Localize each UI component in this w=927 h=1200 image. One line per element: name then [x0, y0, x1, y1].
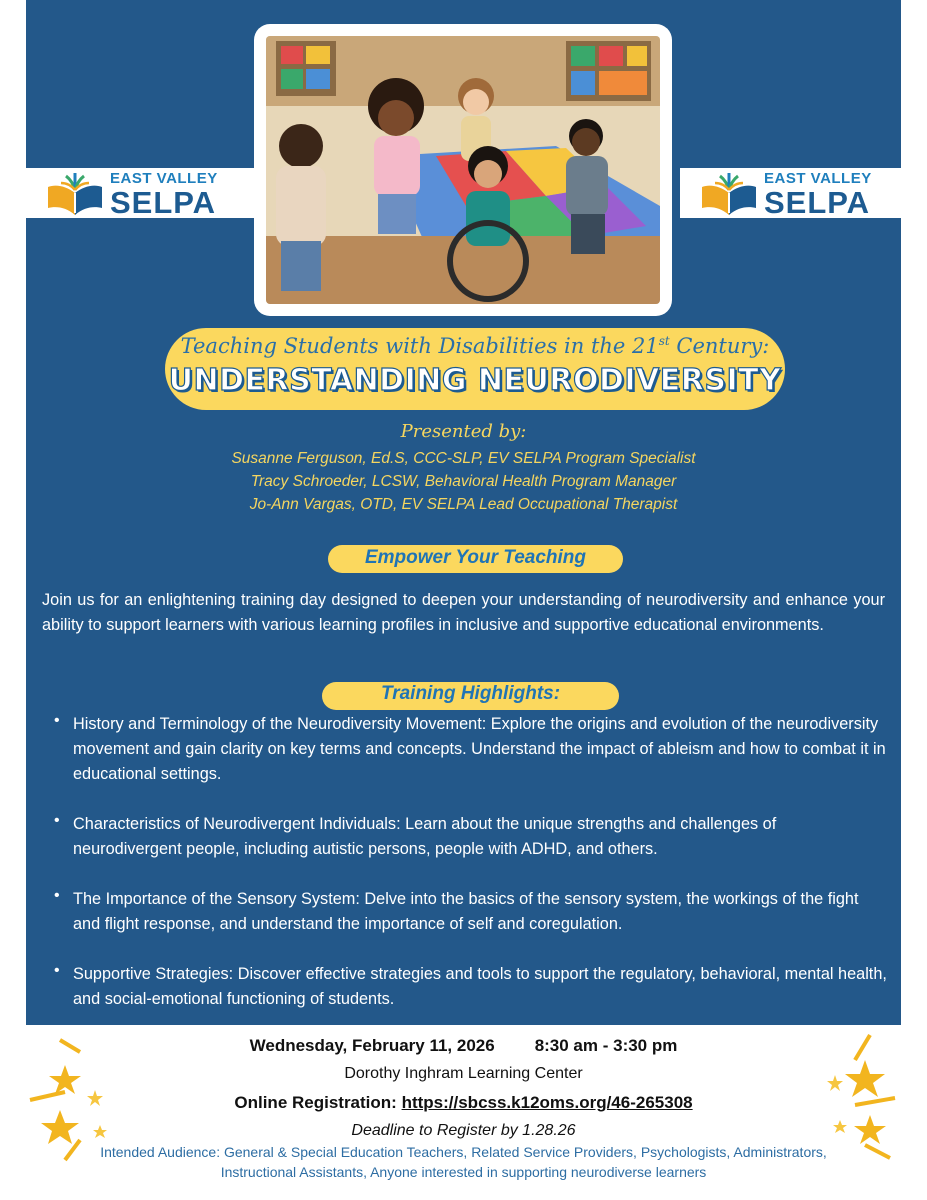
presented-by-label: Presented by: [400, 421, 527, 442]
highlight-item-4: Supportive Strategies: Discover effective strategies and tools to support the regulatory, behavioral, mental health, and social-emotional functioning of students. [73, 965, 887, 1008]
east-valley-selpa-logo-right [700, 170, 872, 218]
book-icon [46, 171, 104, 217]
title-subheading: Teaching Students with Disabilities in the 21st Century: [180, 334, 770, 358]
highlight-item-3: The Importance of the Sensory System: Delve into the basics of the sensory system, the workings of the fight and flight response, and understand the importance of self and coregulation. [73, 890, 859, 933]
highlight-item-2: Characteristics of Neurodivergent Individuals: Learn about the unique strengths and challenges of neurodivergent people, including autistic persons, people with ADHD, and others. [73, 815, 777, 858]
registration-deadline: Deadline to Register by 1.28.26 [351, 1122, 576, 1139]
logo-line-1: EAST VALLEY [764, 169, 872, 187]
event-date-time [0, 1036, 927, 1056]
bullet-dot: • [54, 962, 60, 979]
intro-paragraph: Join us for an enlightening training day designed to deepen your understanding of neurodiversity and enhance your ability to support learners with various learning profiles in inclusive and supportive educational environments. [42, 591, 885, 634]
east-valley-selpa-logo-left [46, 170, 218, 218]
event-location: Dorothy Inghram Learning Center [344, 1065, 583, 1082]
logo-line-2: SELPA [110, 184, 217, 220]
logo-line-2: SELPA [764, 184, 871, 220]
event-date: Wednesday, February 11, 2026 [249, 1036, 495, 1055]
audience-line-2: Instructional Assistants, Anyone interested in supporting neurodiverse learners [220, 1164, 707, 1180]
presenter-2: Tracy Schroeder, LCSW, Behavioral Health Program Manager [250, 473, 677, 490]
bullet-dot: • [54, 712, 60, 729]
bullet-dot: • [54, 887, 60, 904]
bullet-dot: • [54, 812, 60, 829]
highlight-item-1: History and Terminology of the Neurodiversity Movement: Explore the origins and evolution of the neurodiversity movement and gain clarity on key terms and concepts. Understand the impact of ableism and how to combat it in educational settings. [73, 715, 886, 783]
empower-heading: Empower Your Teaching [364, 547, 586, 568]
highlights-heading: Training Highlights: [380, 683, 561, 704]
presenter-3: Jo-Ann Vargas, OTD, EV SELPA Lead Occupational Therapist [249, 496, 678, 513]
book-icon [700, 171, 758, 217]
audience-line-1: Intended Audience: General & Special Education Teachers, Related Service Providers, Psychologists, Administrators, [100, 1144, 827, 1160]
registration-label: Online Registration: [234, 1093, 397, 1112]
presenter-1: Susanne Ferguson, Ed.S, CCC-SLP, EV SELPA Program Specialist [231, 450, 696, 467]
event-time: 8:30 am - 3:30 pm [534, 1036, 678, 1055]
registration-line [0, 1093, 927, 1113]
classroom-photo [266, 36, 660, 304]
registration-link[interactable]: https://sbcss.k12oms.org/46-265308 [401, 1093, 693, 1112]
logo-line-1: EAST VALLEY [110, 169, 218, 187]
title-main-heading: UNDERSTANDING NEURODIVERSITY [168, 363, 782, 398]
